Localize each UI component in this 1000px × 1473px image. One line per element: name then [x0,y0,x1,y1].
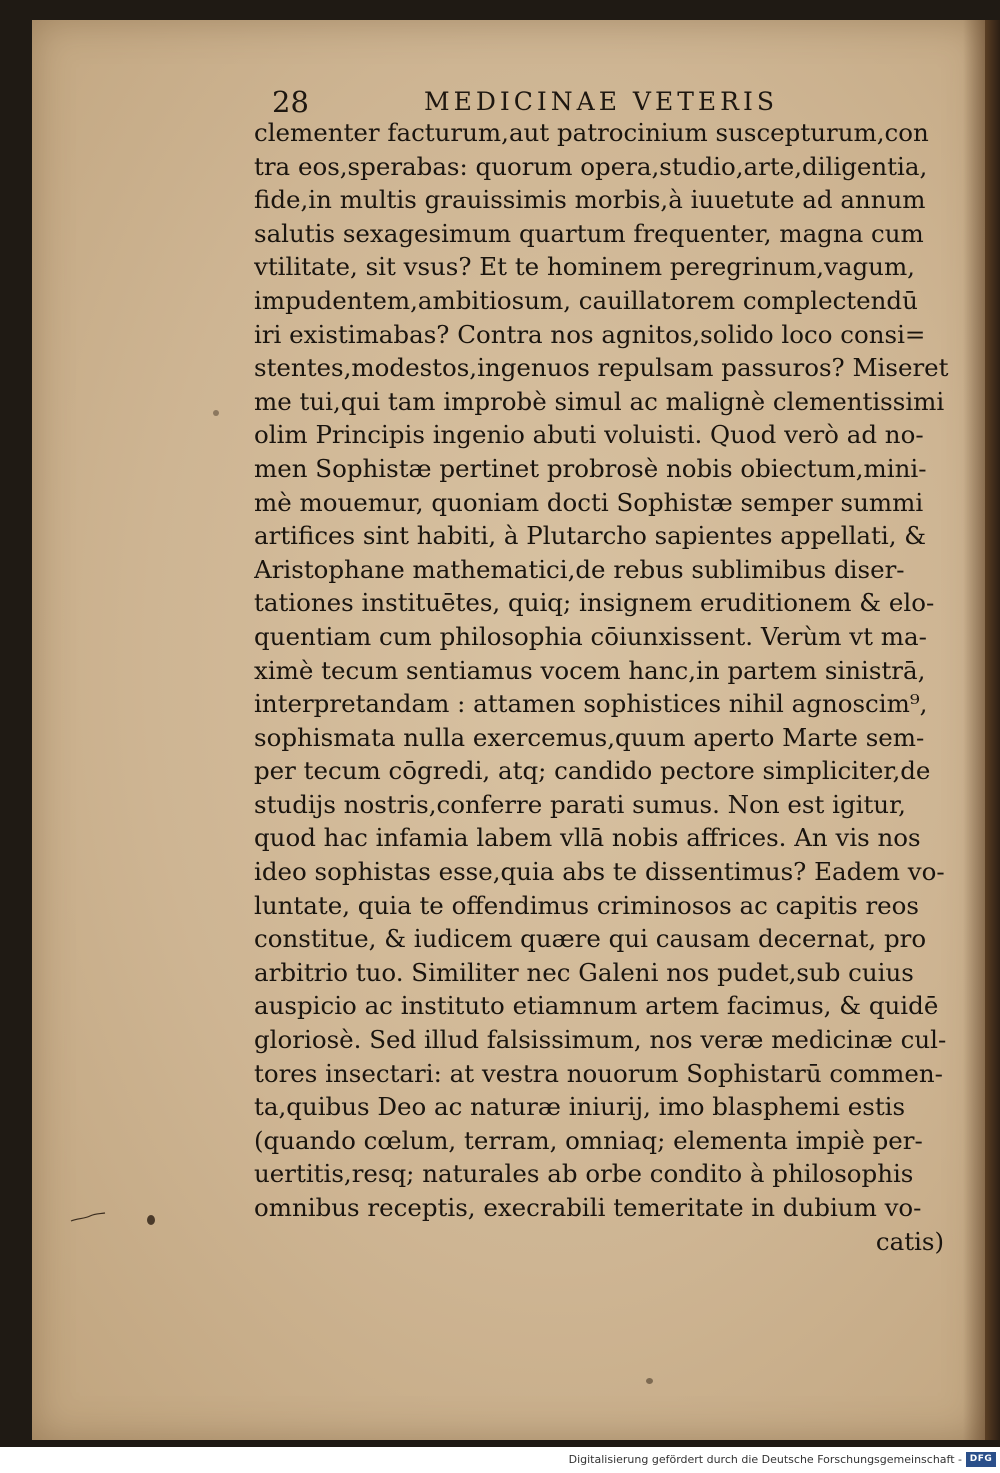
ink-blot [147,1215,155,1225]
text-line: Aristophane mathematici,de rebus sublimibus diser- [254,554,905,584]
text-line: constitue, & iudicem quære qui causam decernat, pro [254,924,927,954]
text-line: per tecum cōgredi, atq; candido pectore simpliciter,de [254,756,931,786]
text-line: impudentem,ambitiosum, cauillatorem complectendū [254,285,918,315]
text-line: salutis sexagesimum quartum frequenter, magna cum [254,218,924,248]
text-line: mè mouemur, quoniam docti Sophistæ semper summi [254,487,924,517]
text-line: quod hac infamia labem vllā nobis affrices. An vis nos [254,823,921,853]
text-line: olim Principis ingenio abuti voluisti. Quod verò ad no- [254,420,924,450]
text-line: (quando cœlum, terram, omniaq; elementa impiè per- [254,1125,923,1155]
text-line: tra eos,sperabas: quorum opera,studio,arte,diligentia, [254,151,928,181]
text-line: tores insectari: at vestra nouorum Sophistarū commen- [254,1058,943,1088]
text-line: studijs nostris,conferre parati sumus. Non est igitur, [254,789,906,819]
text-line: omnibus receptis, execrabili temeritate in dubium vo- [254,1193,922,1222]
text-line: uertitis,resq; naturales ab orbe condito à philosophis [254,1159,914,1189]
catchword: catis) [875,1226,944,1256]
ink-blot [213,410,219,416]
running-title: MEDICINAE VETERIS [424,87,778,116]
text-line: men Sophistæ pertinet probrosè nobis obiectum,mini- [254,453,927,483]
margin-scribble [70,1212,106,1222]
text-line: interpretandam : attamen sophistices nihil agnoscim⁹, [254,689,928,719]
text-line: ta,quibus Deo ac naturæ iniurij, imo blasphemi estis [254,1092,906,1122]
text-line: artifices sint habiti, à Plutarcho sapientes appellati, & [254,521,927,551]
funding-credit: Digitalisierung gefördert durch die Deutsche Forschungsgemeinschaft - [568,1453,962,1466]
page-edge-shadow [985,20,1000,1440]
text-line: me tui,qui tam improbè simul ac malignè clementissimi [254,386,945,416]
dfg-logo-icon: DFG [966,1452,996,1467]
page-number: 28 [272,85,309,119]
text-line: tationes instituētes, quiq; insignem eruditionem & elo- [254,588,935,618]
footer-bar [0,1447,1000,1473]
text-line: ximè tecum sentiamus vocem hanc,in partem sinistrā, [254,655,926,685]
text-line: stentes,modestos,ingenuos repulsam passuros? Miseret [254,353,949,383]
text-line: quentiam cum philosophia cōiunxissent. Verùm vt ma- [254,621,927,651]
text-line: iri existimabas? Contra nos agnitos,solido loco consi= [254,319,926,349]
body-text [254,116,964,1258]
text-line: fide,in multis grauissimis morbis,à iuuetute ad annum [254,185,926,215]
text-line: clementer facturum,aut patrocinium suscepturum,con [254,118,929,147]
text-line: gloriosè. Sed illud falsissimum, nos veræ medicinæ cul- [254,1025,947,1055]
text-line: vtilitate, sit vsus? Et te hominem peregrinum,vagum, [254,252,915,282]
text-line: sophismata nulla exercemus,quum aperto Marte sem- [254,722,925,752]
text-line: luntate, quia te offendimus criminosos ac capitis reos [254,890,920,920]
ink-blot [646,1378,653,1384]
text-line: arbitrio tuo. Similiter nec Galeni nos pudet,sub cuius [254,957,914,987]
text-line: ideo sophistas esse,quia abs te dissentimus? Eadem vo- [254,857,945,887]
text-line: auspicio ac instituto etiamnum artem facimus, & quidē [254,991,939,1021]
